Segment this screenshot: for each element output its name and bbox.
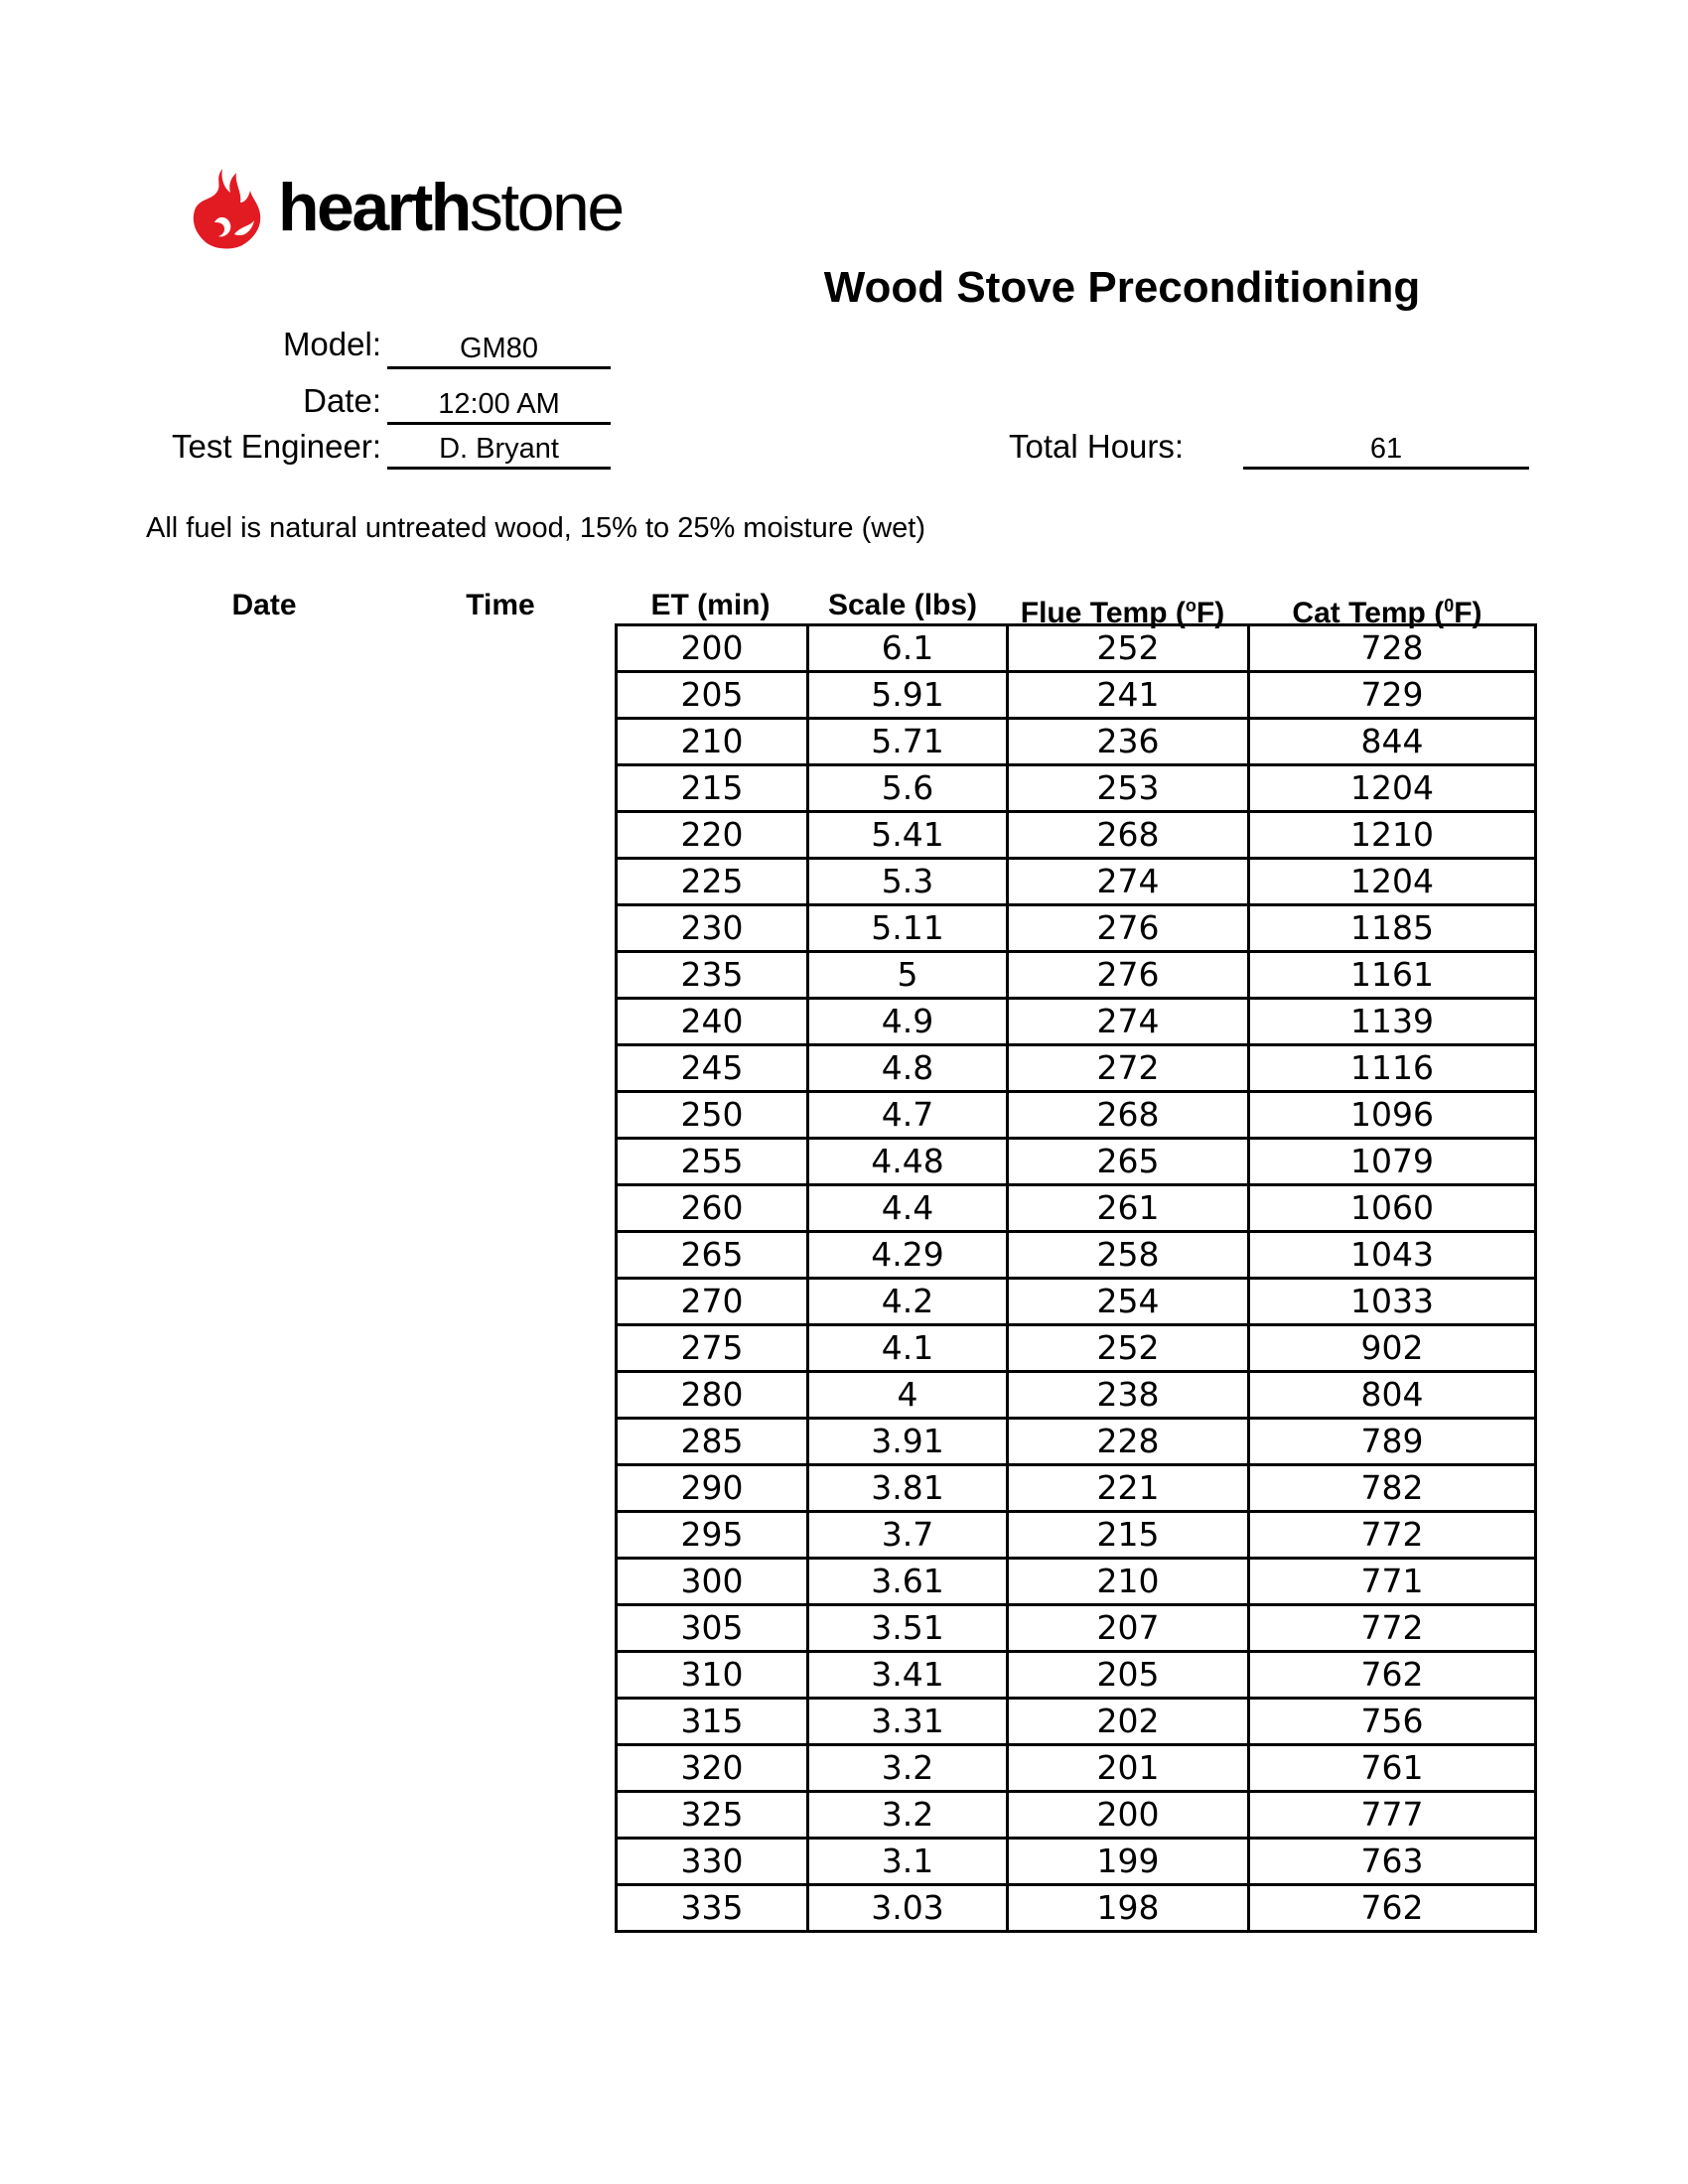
flue-temp-cell: 210 xyxy=(1008,1559,1249,1605)
flue-temp-cell: 274 xyxy=(1008,999,1249,1045)
table-row xyxy=(617,1279,1536,1325)
cat-temp-cell: 772 xyxy=(1249,1605,1536,1652)
scale-cell: 5.91 xyxy=(808,672,1008,719)
scale-cell: 6.1 xyxy=(808,625,1008,672)
scale-cell: 5.3 xyxy=(808,859,1008,905)
scale-cell: 5 xyxy=(808,952,1008,999)
cat-temp-cell: 1161 xyxy=(1249,952,1536,999)
cat-temp-cell: 771 xyxy=(1249,1559,1536,1605)
flue-temp-cell: 199 xyxy=(1008,1839,1249,1885)
brand-light: stone xyxy=(469,170,623,245)
flue-temp-cell: 268 xyxy=(1008,812,1249,859)
scale-cell: 3.81 xyxy=(808,1465,1008,1512)
cat-temp-cell: 804 xyxy=(1249,1372,1536,1419)
table-row xyxy=(617,1699,1536,1745)
cat-temp-label: Cat Temp ( xyxy=(1292,597,1445,629)
table-row xyxy=(617,1885,1536,1932)
flue-temp-cell: 252 xyxy=(1008,625,1249,672)
date-label: Date: xyxy=(303,382,381,419)
table-row xyxy=(617,952,1536,999)
model-label: Model: xyxy=(282,326,381,362)
flue-temp-cell: 238 xyxy=(1008,1372,1249,1419)
scale-cell: 3.51 xyxy=(808,1605,1008,1652)
fuel-note: All fuel is natural untreated wood, 15% to 25% moisture (wet) xyxy=(146,512,926,544)
cat-temp-cell: 728 xyxy=(1249,625,1536,672)
flame-icon xyxy=(185,165,268,250)
degree-symbol: o xyxy=(1185,596,1196,615)
et-cell: 295 xyxy=(617,1512,808,1559)
total-hours-value: 61 xyxy=(1243,431,1529,470)
et-cell: 265 xyxy=(617,1232,808,1279)
scale-cell: 4.1 xyxy=(808,1325,1008,1372)
table-row xyxy=(617,1512,1536,1559)
flue-temp-cell: 258 xyxy=(1008,1232,1249,1279)
scale-cell: 4.4 xyxy=(808,1185,1008,1232)
et-cell: 305 xyxy=(617,1605,808,1652)
cat-temp-cell: 729 xyxy=(1249,672,1536,719)
col-header-et: ET (min) xyxy=(650,589,771,621)
table-row xyxy=(617,719,1536,765)
table-row xyxy=(617,625,1536,672)
cat-temp-cell: 1204 xyxy=(1249,859,1536,905)
scale-cell: 5.6 xyxy=(808,765,1008,812)
flue-temp-cell: 276 xyxy=(1008,952,1249,999)
et-cell: 200 xyxy=(617,625,808,672)
cat-temp-cell: 756 xyxy=(1249,1699,1536,1745)
scale-cell: 3.2 xyxy=(808,1745,1008,1792)
cat-temp-cell: 844 xyxy=(1249,719,1536,765)
et-cell: 215 xyxy=(617,765,808,812)
et-cell: 330 xyxy=(617,1839,808,1885)
cat-temp-cell: 777 xyxy=(1249,1792,1536,1839)
col-header-scale: Scale (lbs) xyxy=(827,589,978,621)
col-header-date: Date xyxy=(231,589,297,621)
flue-temp-cell: 261 xyxy=(1008,1185,1249,1232)
et-cell: 285 xyxy=(617,1419,808,1465)
flue-temp-cell: 202 xyxy=(1008,1699,1249,1745)
cat-temp-cell: 789 xyxy=(1249,1419,1536,1465)
table-row xyxy=(617,1139,1536,1185)
scale-cell: 3.1 xyxy=(808,1839,1008,1885)
cat-temp-cell: 761 xyxy=(1249,1745,1536,1792)
cat-temp-cell: 1096 xyxy=(1249,1092,1536,1139)
flue-temp-cell: 215 xyxy=(1008,1512,1249,1559)
table-row xyxy=(617,859,1536,905)
total-hours-label: Total Hours: xyxy=(1009,428,1185,465)
flue-temp-cell: 207 xyxy=(1008,1605,1249,1652)
table-row xyxy=(617,1465,1536,1512)
cat-temp-cell: 763 xyxy=(1249,1839,1536,1885)
page-title: Wood Stove Preconditioning xyxy=(823,263,1421,312)
flue-temp-cell: 228 xyxy=(1008,1419,1249,1465)
et-cell: 210 xyxy=(617,719,808,765)
table-body xyxy=(617,625,1536,1932)
scale-cell: 4.48 xyxy=(808,1139,1008,1185)
table-row xyxy=(617,999,1536,1045)
model-value: GM80 xyxy=(387,331,611,369)
table-row xyxy=(617,1185,1536,1232)
cat-temp-cell: 1060 xyxy=(1249,1185,1536,1232)
flue-temp-cell: 221 xyxy=(1008,1465,1249,1512)
cat-temp-cell: 1079 xyxy=(1249,1139,1536,1185)
table-row xyxy=(617,1559,1536,1605)
cat-temp-cell: 1116 xyxy=(1249,1045,1536,1092)
flue-temp-unit: F) xyxy=(1196,597,1225,629)
scale-cell: 3.7 xyxy=(808,1512,1008,1559)
flue-temp-cell: 200 xyxy=(1008,1792,1249,1839)
brand-bold: hearth xyxy=(278,170,470,245)
et-cell: 315 xyxy=(617,1699,808,1745)
cat-temp-cell: 1139 xyxy=(1249,999,1536,1045)
et-cell: 245 xyxy=(617,1045,808,1092)
table-row xyxy=(617,1605,1536,1652)
table-row xyxy=(617,1045,1536,1092)
et-cell: 225 xyxy=(617,859,808,905)
cat-temp-cell: 1210 xyxy=(1249,812,1536,859)
col-header-time: Time xyxy=(466,589,535,621)
et-cell: 240 xyxy=(617,999,808,1045)
table-row xyxy=(617,1652,1536,1699)
flue-temp-cell: 236 xyxy=(1008,719,1249,765)
engineer-value: D. Bryant xyxy=(387,431,611,470)
table-row xyxy=(617,1325,1536,1372)
flue-temp-cell: 198 xyxy=(1008,1885,1249,1932)
cat-temp-cell: 1043 xyxy=(1249,1232,1536,1279)
scale-cell: 4.2 xyxy=(808,1279,1008,1325)
flue-temp-cell: 205 xyxy=(1008,1652,1249,1699)
table-row xyxy=(617,812,1536,859)
flue-temp-cell: 241 xyxy=(1008,672,1249,719)
scale-cell: 3.91 xyxy=(808,1419,1008,1465)
cat-temp-unit: F) xyxy=(1454,597,1482,629)
scale-cell: 3.41 xyxy=(808,1652,1008,1699)
et-cell: 275 xyxy=(617,1325,808,1372)
engineer-label: Test Engineer: xyxy=(172,428,381,465)
flue-temp-cell: 201 xyxy=(1008,1745,1249,1792)
et-cell: 290 xyxy=(617,1465,808,1512)
flue-temp-cell: 272 xyxy=(1008,1045,1249,1092)
et-cell: 205 xyxy=(617,672,808,719)
table-row xyxy=(617,765,1536,812)
scale-cell: 5.41 xyxy=(808,812,1008,859)
scale-cell: 4.9 xyxy=(808,999,1008,1045)
table-row xyxy=(617,1419,1536,1465)
et-cell: 325 xyxy=(617,1792,808,1839)
hearthstone-logo xyxy=(185,165,641,250)
scale-cell: 3.2 xyxy=(808,1792,1008,1839)
cat-temp-cell: 1033 xyxy=(1249,1279,1536,1325)
date-value: 12:00 AM xyxy=(387,386,611,425)
et-cell: 300 xyxy=(617,1559,808,1605)
cat-temp-cell: 782 xyxy=(1249,1465,1536,1512)
brand-wordmark xyxy=(278,165,623,250)
cat-temp-cell: 762 xyxy=(1249,1652,1536,1699)
scale-cell: 3.03 xyxy=(808,1885,1008,1932)
et-cell: 255 xyxy=(617,1139,808,1185)
table-row xyxy=(617,905,1536,952)
et-cell: 260 xyxy=(617,1185,808,1232)
scale-cell: 4 xyxy=(808,1372,1008,1419)
flue-temp-cell: 274 xyxy=(1008,859,1249,905)
scale-cell: 5.71 xyxy=(808,719,1008,765)
table-row xyxy=(617,1372,1536,1419)
flue-temp-cell: 276 xyxy=(1008,905,1249,952)
table-row xyxy=(617,1792,1536,1839)
et-cell: 220 xyxy=(617,812,808,859)
table-row xyxy=(617,1232,1536,1279)
et-cell: 335 xyxy=(617,1885,808,1932)
scale-cell: 4.29 xyxy=(808,1232,1008,1279)
scale-cell: 3.61 xyxy=(808,1559,1008,1605)
flue-temp-cell: 268 xyxy=(1008,1092,1249,1139)
table-row xyxy=(617,1839,1536,1885)
et-cell: 230 xyxy=(617,905,808,952)
cat-temp-cell: 762 xyxy=(1249,1885,1536,1932)
flue-temp-cell: 253 xyxy=(1008,765,1249,812)
data-table xyxy=(615,623,1537,1933)
flue-temp-cell: 254 xyxy=(1008,1279,1249,1325)
et-cell: 250 xyxy=(617,1092,808,1139)
cat-temp-cell: 902 xyxy=(1249,1325,1536,1372)
scale-cell: 4.8 xyxy=(808,1045,1008,1092)
et-cell: 310 xyxy=(617,1652,808,1699)
cat-temp-cell: 772 xyxy=(1249,1512,1536,1559)
flue-temp-cell: 252 xyxy=(1008,1325,1249,1372)
et-cell: 280 xyxy=(617,1372,808,1419)
et-cell: 320 xyxy=(617,1745,808,1792)
flue-temp-label: Flue Temp ( xyxy=(1020,597,1186,629)
table-row xyxy=(617,1745,1536,1792)
scale-cell: 5.11 xyxy=(808,905,1008,952)
flue-temp-cell: 265 xyxy=(1008,1139,1249,1185)
scale-cell: 3.31 xyxy=(808,1699,1008,1745)
table-row xyxy=(617,1092,1536,1139)
degree-symbol: 0 xyxy=(1444,596,1455,615)
cat-temp-cell: 1185 xyxy=(1249,905,1536,952)
scale-cell: 4.7 xyxy=(808,1092,1008,1139)
et-cell: 270 xyxy=(617,1279,808,1325)
table-row xyxy=(617,672,1536,719)
et-cell: 235 xyxy=(617,952,808,999)
cat-temp-cell: 1204 xyxy=(1249,765,1536,812)
